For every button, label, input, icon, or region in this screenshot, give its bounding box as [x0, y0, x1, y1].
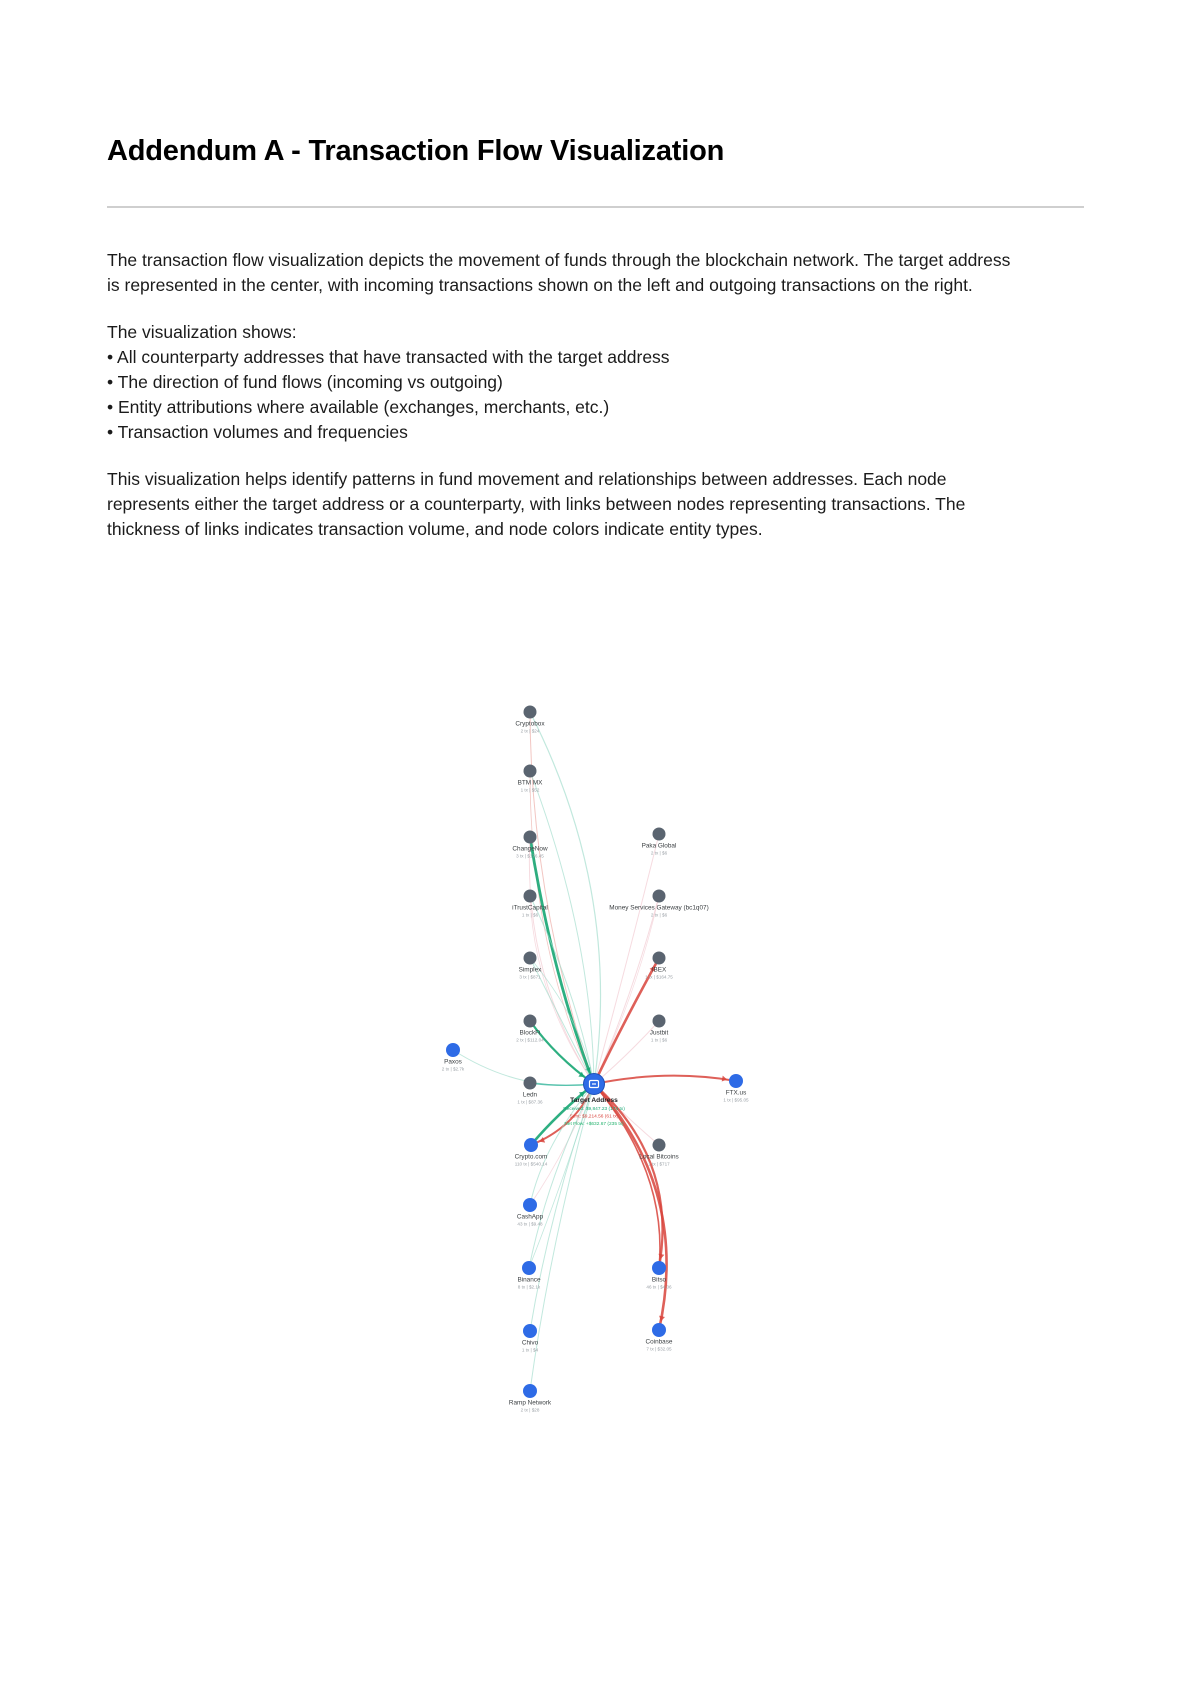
bullet-item: • Entity attributions where available (exchanges, merchants, etc.) [107, 397, 610, 417]
node-label-changenow: ChangeNow [512, 845, 548, 853]
node-sublabel-btm-mx: 1 tx | $52 [520, 787, 540, 793]
node-ramp [523, 1384, 537, 1398]
intro-paragraph: The transaction flow visualization depicts the movement of funds through the blockchain network. The target address is represented in the center, with incoming transactions shown on the left and outgoing transactions on the right. [107, 250, 1011, 295]
node-sublabel-changenow: 3 tx | $176.45 [516, 853, 544, 859]
edge-changenow-target [530, 837, 594, 1084]
node-sublabel-ledn: 1 tx | $87.36 [517, 1099, 543, 1105]
node-sublabel-cashapp: 43 tx | $9.48 [517, 1221, 543, 1227]
horizontal-rule [107, 206, 1084, 208]
node-sublabel-ibex: 1 tx | $164.75 [645, 974, 673, 980]
node-label-itrustcapital: iTrustCapital [512, 904, 548, 912]
node-localbitcoins [653, 1139, 666, 1152]
node-simplex [524, 952, 537, 965]
node-sublabel-paxos: 2 tx | $2.7k [441, 1066, 465, 1072]
transaction-flow-svg [380, 645, 810, 1435]
node-sublabel-justbit: 1 tx | $6 [650, 1037, 668, 1043]
target-stat-line: Received: $9,847.23 (174 tx) [563, 1107, 625, 1112]
node-label-bitso: Bitso [651, 1276, 667, 1284]
node-sublabel-msg: 2 tx | $6 [650, 912, 668, 918]
node-label-justbit: Justbit [649, 1029, 669, 1037]
node-label-cashapp: CashApp [516, 1213, 544, 1221]
node-blockfi [524, 1015, 537, 1028]
node-label-simplex: Simplex [518, 966, 542, 974]
node-btm-mx [524, 765, 537, 778]
node-sublabel-paka: 2 tx | $6 [650, 850, 668, 856]
node-paxos [446, 1043, 460, 1057]
node-ibex [653, 952, 666, 965]
node-changenow [524, 831, 537, 844]
node-paka [653, 828, 666, 841]
node-label-ibex: IBEX [651, 966, 667, 974]
node-label-ledn: Ledn [522, 1091, 538, 1099]
node-justbit [653, 1015, 666, 1028]
node-label-cryptobox: Cryptobox [515, 720, 545, 728]
node-label-chivo: Chivo [521, 1339, 539, 1347]
closing-paragraph: This visualization helps identify patterns in fund movement and relationships between addresses. Each node represents either the target address or a counterparty, with links between nodes representing transactions. The thickness of links indicates transaction volume, and node colors indicate entity types. [107, 469, 966, 539]
edge-ramp-target [530, 1084, 594, 1391]
node-label-localbitcoins: Local Bitcoins [639, 1153, 679, 1161]
node-sublabel-coinbase: 7 tx | $32.05 [646, 1346, 672, 1352]
node-msg [653, 890, 666, 903]
node-sublabel-crypto-com: 110 tx | $540.14 [514, 1161, 548, 1167]
node-label-ramp: Ramp Network [508, 1399, 552, 1407]
node-sublabel-binance: 8 tx | $2.1k [517, 1284, 541, 1290]
edge-target-msg [594, 896, 659, 1084]
node-label-paka: Paka Global [641, 842, 677, 850]
visualization-list [107, 320, 1012, 445]
node-cryptobox [524, 706, 537, 719]
node-label-ftx: FTX.us [725, 1089, 747, 1097]
node-label-blockfi: BlockFi [519, 1029, 541, 1037]
node-sublabel-bitso: 46 tx | $4.06 [646, 1284, 672, 1290]
node-label-paxos: Paxos [444, 1058, 462, 1066]
node-label-btm-mx: BTM MX [517, 779, 543, 787]
node-bitso [652, 1261, 666, 1275]
node-label-coinbase: Coinbase [645, 1338, 673, 1346]
node-coinbase [652, 1323, 666, 1337]
node-label-crypto-com: Crypto.com [514, 1153, 548, 1161]
edge-target-msg [594, 896, 659, 1084]
list-intro: The visualization shows: [107, 322, 297, 342]
node-chivo [523, 1324, 537, 1338]
node-sublabel-itrustcapital: 1 tx | $6 [521, 912, 539, 918]
document-content [0, 0, 1191, 542]
node-binance [522, 1261, 536, 1275]
node-sublabel-blockfi: 2 tx | $112.04 [516, 1037, 544, 1043]
node-sublabel-localbitcoins: 1 tx | $717 [648, 1161, 670, 1167]
node-sublabel-ftx: 1 tx | $95.05 [723, 1097, 749, 1103]
bullet-item: • Transaction volumes and frequencies [107, 422, 408, 442]
node-sublabel-ramp: 2 tx | $28 [520, 1407, 540, 1413]
page-title: Addendum A - Transaction Flow Visualization [107, 135, 725, 167]
transaction-flow-diagram [380, 645, 810, 1435]
target-stat-line: Sent: $9,214.56 (61 tx) [569, 1114, 619, 1120]
node-ftx [729, 1074, 743, 1088]
target-stat-line: Net Flow: +$632.67 (235 tx) [564, 1122, 624, 1127]
bullet-item: • All counterparty addresses that have transacted with the target address [107, 347, 670, 367]
node-ledn [524, 1077, 537, 1090]
node-cashapp [523, 1198, 537, 1212]
target-address-label: Target Address [570, 1097, 618, 1104]
node-itrustcapital [524, 890, 537, 903]
node-label-binance: Binance [517, 1276, 541, 1284]
edge-target-ftx [594, 1076, 736, 1084]
edge-target-paka [594, 834, 659, 1084]
bullet-item: • The direction of fund flows (incoming vs outgoing) [107, 372, 503, 392]
node-label-msg: Money Services Gateway (bc1q07) [609, 904, 709, 912]
node-sublabel-cryptobox: 2 tx | $24 [520, 728, 540, 734]
node-sublabel-simplex: 3 tx | $871 [519, 974, 541, 980]
node-sublabel-chivo: 1 tx | $4 [521, 1347, 539, 1353]
node-crypto-com [524, 1138, 538, 1152]
